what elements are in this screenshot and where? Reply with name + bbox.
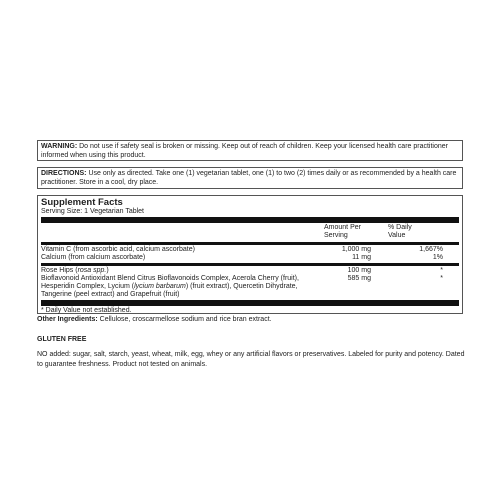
directions-label: DIRECTIONS:: [41, 170, 87, 177]
other-ingredients-text: Cellulose, croscarmellose sodium and rice bran extract.: [97, 316, 272, 323]
rose-hips-latin-name: rosa spp.: [77, 267, 107, 274]
daily-value-header: [388, 224, 412, 240]
nutrient-name: [41, 267, 311, 275]
directions-box: [37, 167, 463, 189]
rose-hips-name-prefix: Rose Hips (: [41, 267, 78, 274]
nutrient-daily-value: *: [440, 275, 443, 282]
thick-divider: [41, 300, 459, 306]
supplement-facts-title: Supplement Facts: [41, 197, 123, 208]
nutrient-amount: 11 mg: [352, 254, 371, 261]
nutrient-name: [41, 275, 316, 299]
nutrient-row-bioflavonoid-blend: [41, 275, 459, 299]
bioflavonoid-text-part2: ) (fruit extract), Quercetin Dihydrate, Tangerine (peel extract) and Grapefruit (fruit): [41, 283, 298, 298]
medium-divider: [41, 242, 459, 245]
medium-divider: [41, 263, 459, 266]
rose-hips-name-suffix: ): [106, 267, 109, 274]
nutrient-row-vitamin-c: [41, 246, 459, 254]
warning-text: Do not use if safety seal is broken or missing. Keep out of reach of children. Keep your licensed health care practitioner informed when using this product.: [41, 143, 448, 159]
no-added-statement: NO added: sugar, salt, starch, yeast, wheat, milk, egg, whey or any artificial flavors or preservatives. Labeled for purity and potency. Dated to guarantee freshness. Product not tested on animals.: [37, 351, 465, 368]
other-ingredients: [37, 315, 463, 324]
gluten-free-label: GLUTEN FREE: [37, 336, 87, 343]
amount-per-serving-header: [324, 224, 361, 240]
warning-label: WARNING:: [41, 143, 78, 150]
nutrient-row-calcium: [41, 254, 459, 262]
nutrient-amount: 1,000 mg: [341, 246, 371, 253]
nutrient-name: Vitamin C (from ascorbic acid, calcium ascorbate): [41, 246, 195, 253]
amount-header-line1: Amount Per: [324, 224, 361, 231]
bioflavonoid-text-part1: Bioflavonoid Antioxidant Blend Citrus Bioflavonoids Complex, Acerola Cherry (fruit), Hesperidin Complex, Lycium (: [41, 275, 299, 290]
nutrient-amount: 585 mg: [347, 275, 371, 282]
nutrient-name: Calcium (from calcium ascorbate): [41, 254, 146, 261]
nutrient-daily-value: *: [440, 267, 443, 274]
dv-header-line1: % Daily: [388, 224, 412, 231]
warning-box: [37, 140, 463, 161]
daily-value-footnote: * Daily Value not established.: [41, 307, 132, 314]
lycium-latin-name: lycium barbarum: [134, 283, 186, 290]
nutrient-row-rose-hips: [41, 267, 459, 275]
nutrient-daily-value: 1%: [432, 254, 443, 261]
amount-header-line2: Serving: [324, 232, 348, 239]
dv-header-line2: Value: [388, 232, 406, 239]
serving-size: Serving Size: 1 Vegetarian Tablet: [41, 208, 144, 215]
nutrient-amount: 100 mg: [347, 267, 371, 274]
nutrient-daily-value: 1,667%: [419, 246, 443, 253]
other-ingredients-label: Other Ingredients:: [37, 316, 98, 323]
directions-text: Use only as directed. Take one (1) vegetarian tablet, one (1) to two (2) times daily or as recommended by a health care practitioner. Store in a cool, dry place.: [41, 170, 457, 186]
supplement-facts-panel: [37, 195, 463, 314]
facts-header-row: [41, 224, 459, 241]
thick-divider: [41, 217, 459, 223]
